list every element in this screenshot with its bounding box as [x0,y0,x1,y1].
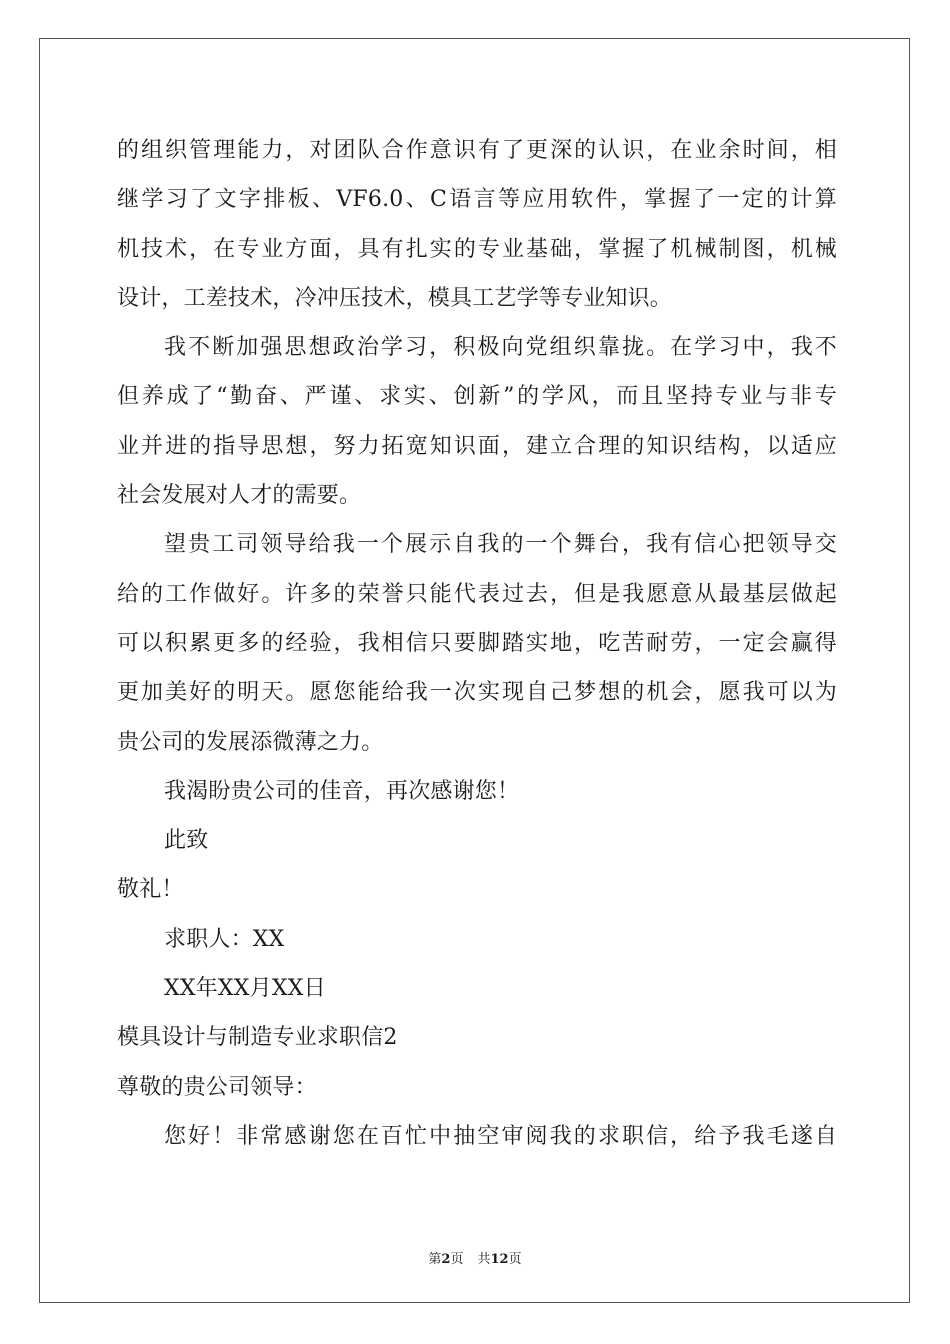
paragraph-line: 贵公司的发展添微薄之力。 [117,729,384,755]
paragraph-line: 可以积累更多的经验，我相信只要脚踏实地，吃苦耐劳，一定会赢得 [117,630,837,656]
footer-total-prefix: 共 [477,1252,491,1267]
paragraph-line: 您好！非常感谢您在百忙中抽空审阅我的求职信，给予我毛遂自 [164,1123,837,1149]
footer-total-pages: 12 [490,1252,509,1267]
paragraph-line: 我不断加强思想政治学习，积极向党组织靠拢。在学习中，我不 [164,335,837,361]
footer-page-number: 2 [441,1252,451,1267]
paragraph-line: 业并进的指导思想，努力拓宽知识面，建立合理的知识结构，以适应 [117,433,837,459]
footer-page-prefix: 第 [428,1252,442,1267]
salutation-line: 此致 [164,828,209,854]
paragraph-line: 的组织管理能力，对团队合作意识有了更深的认识，在业余时间，相 [117,138,837,163]
signature-line: 求职人：XX [164,926,285,952]
footer-total-suffix: 页 [508,1252,522,1267]
paragraph-line: 社会发展对人才的需要。 [117,483,362,509]
section-title: 模具设计与制造专业求职信2 [117,1025,398,1051]
page-footer [0,1248,950,1267]
paragraph-line: 更加美好的明天。愿您能给我一次实现自己梦想的机会，愿我可以为 [117,680,837,706]
footer-page-suffix: 页 [450,1252,464,1267]
paragraph-line: 但养成了“勤奋、严谨、求实、创新”的学风，而且坚持专业与非专 [117,384,837,410]
date-line: XX年XX月XX日 [164,976,326,1002]
greeting-line: 尊敬的贵公司领导： [117,1074,317,1100]
paragraph-line: 继学习了文字排板、VF6.0、C语言等应用软件，掌握了一定的计算 [117,187,837,213]
paragraph-line: 机技术，在专业方面，具有扎实的专业基础，掌握了机械制图，机械 [117,236,837,262]
closing-line: 我渴盼贵公司的佳音，再次感谢您！ [164,778,520,804]
document-body [117,126,837,1161]
salutation-line: 敬礼！ [117,877,184,903]
paragraph-line: 给的工作做好。许多的荣誉只能代表过去，但是我愿意从最基层做起 [117,581,837,607]
paragraph-line: 设计，工差技术，冷冲压技术，模具工艺学等专业知识。 [117,285,673,311]
paragraph-line: 望贵工司领导给我一个展示自我的一个舞台，我有信心把领导交 [164,532,837,558]
